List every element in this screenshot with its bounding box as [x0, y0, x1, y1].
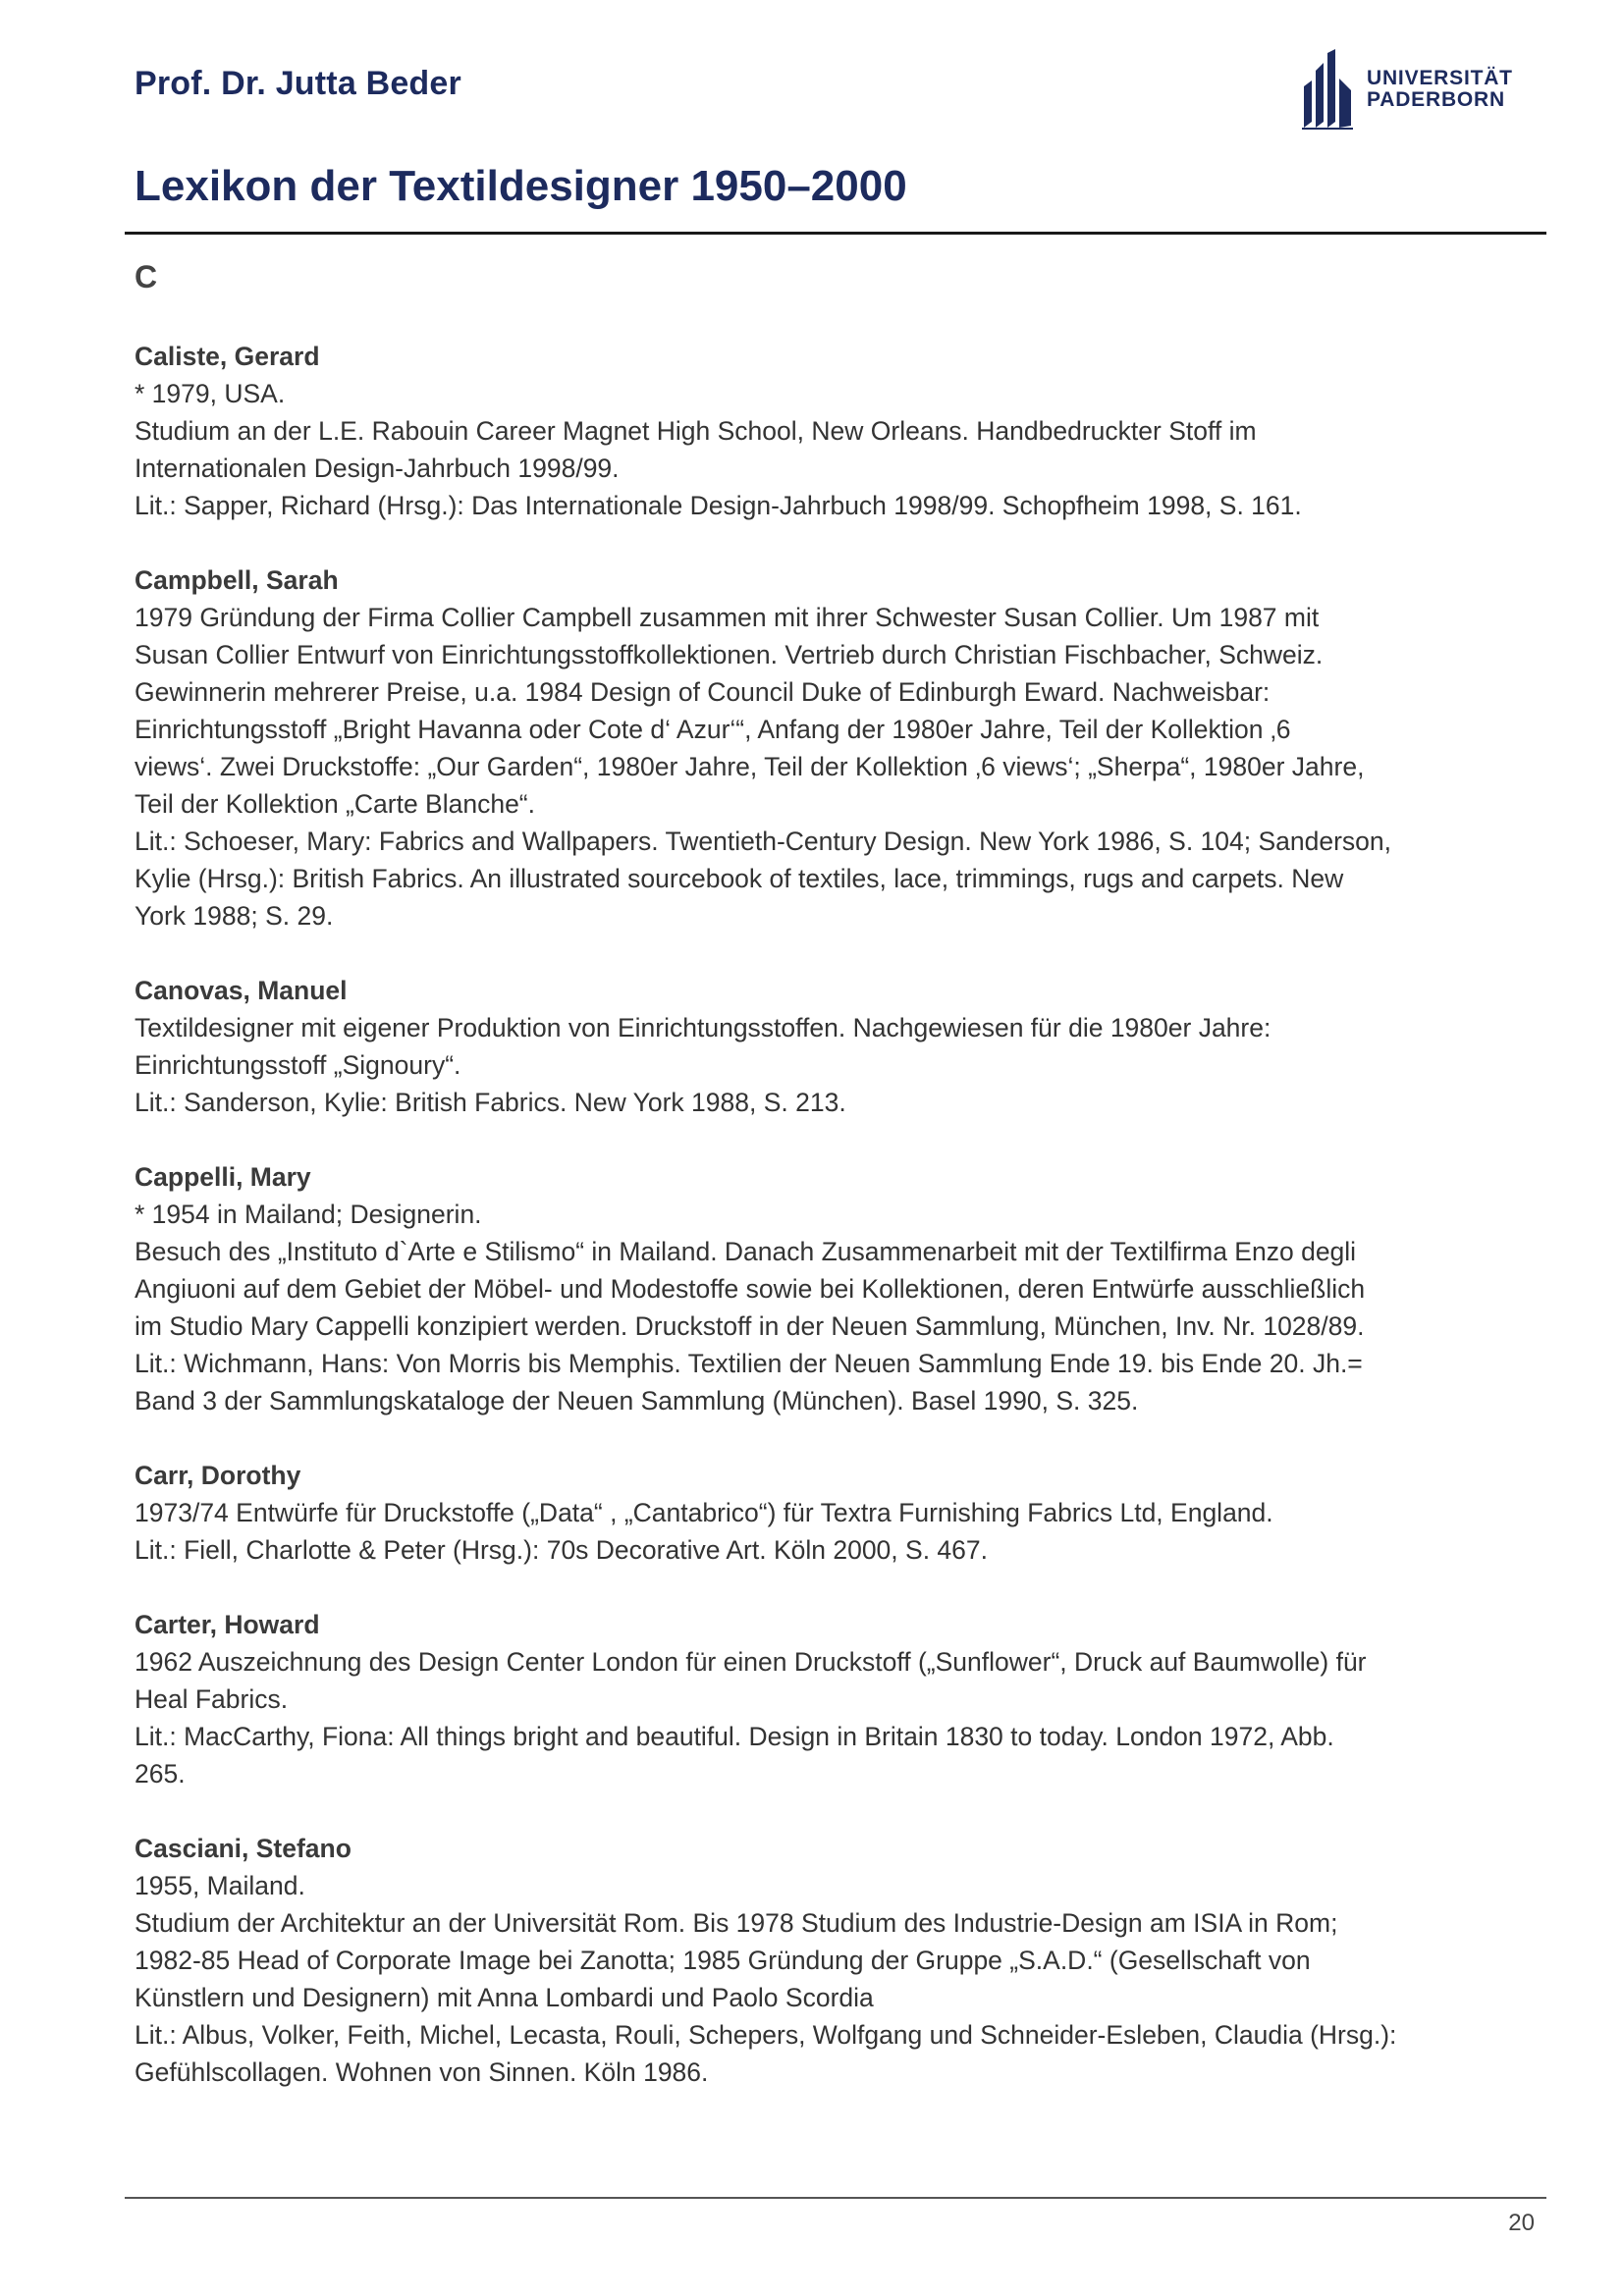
entry-text-line: Heal Fabrics. — [135, 1684, 289, 1714]
entry-text-line: Angiuoni auf dem Gebiet der Möbel- und Modestoffe sowie bei Kollektionen, deren Entwürfe ausschließlich — [135, 1274, 1366, 1304]
entry-text-line: Gefühlscollagen. Wohnen von Sinnen. Köln 1986. — [135, 2057, 709, 2087]
entry-text-line: Einrichtungsstoff „Signoury“. — [135, 1050, 461, 1080]
footer-divider — [125, 2197, 1546, 2199]
entry-text-line: 1973/74 Entwürfe für Druckstoffe („Data“ , „Cantabrico“) für Textra Furnishing Fabrics Ltd, England. — [135, 1498, 1273, 1527]
entry-text-line: 265. — [135, 1759, 186, 1789]
entry-text-line: Lit.: MacCarthy, Fiona: All things bright and beautiful. Design in Britain 1830 to today. London 1972, Abb. — [135, 1722, 1334, 1751]
entry-name: Casciani, Stefano — [135, 1834, 352, 1863]
entry-text-line: Einrichtungsstoff „Bright Havanna oder Cote d‘ Azur‘“, Anfang der 1980er Jahre, Teil der Kollektion ‚6 — [135, 715, 1291, 744]
entry-name: Caliste, Gerard — [135, 342, 320, 371]
title-divider — [125, 232, 1546, 235]
author-name: Prof. Dr. Jutta Beder — [135, 65, 461, 102]
entry-text-line: 1962 Auszeichnung des Design Center London für einen Druckstoff („Sunflower“, Druck auf Baumwolle) für — [135, 1647, 1367, 1677]
lexicon-entry — [135, 1158, 1529, 1419]
section-letter: C — [135, 259, 158, 294]
lexicon-entry — [135, 1830, 1529, 2091]
entry-text-line: Studium der Architektur an der Universität Rom. Bis 1978 Studium des Industrie-Design am ISIA in Rom; — [135, 1908, 1338, 1938]
entry-text-line: Lit.: Sanderson, Kylie: British Fabrics. New York 1988, S. 213. — [135, 1088, 846, 1117]
entry-name: Canovas, Manuel — [135, 976, 348, 1005]
entry-text-line: Textildesigner mit eigener Produktion von Einrichtungsstoffen. Nachgewiesen für die 1980er Jahre: — [135, 1013, 1271, 1042]
entry-text-line: views‘. Zwei Druckstoffe: „Our Garden“, 1980er Jahre, Teil der Kollektion ‚6 views‘; „Sherpa“, 1980er Jahre, — [135, 752, 1365, 781]
entry-name: Carr, Dorothy — [135, 1461, 301, 1490]
entry-text-line: Susan Collier Entwurf von Einrichtungsstoffkollektionen. Vertrieb durch Christian Fischbacher, Schweiz. — [135, 640, 1324, 669]
university-logo-mark-icon — [1298, 49, 1357, 130]
entry-name: Campbell, Sarah — [135, 565, 339, 595]
entry-text-line: 1979 Gründung der Firma Collier Campbell zusammen mit ihrer Schwester Susan Collier. Um 1987 mit — [135, 603, 1320, 632]
entry-text-line: York 1988; S. 29. — [135, 901, 334, 931]
entry-list — [135, 338, 1529, 2128]
entry-text-line: Lit.: Wichmann, Hans: Von Morris bis Memphis. Textilien der Neuen Sammlung Ende 19. bis Ende 20. Jh.= — [135, 1349, 1363, 1378]
entry-text-line: Lit.: Schoeser, Mary: Fabrics and Wallpapers. Twentieth-Century Design. New York 1986, S. 104; Sanderson, — [135, 827, 1392, 856]
entry-text-line: im Studio Mary Cappelli konzipiert werden. Druckstoff in der Neuen Sammlung, München, Inv. Nr. 1028/89. — [135, 1311, 1365, 1341]
lexicon-entry — [135, 561, 1529, 934]
page-number: 20 — [1508, 2210, 1535, 2236]
lexicon-entry — [135, 1606, 1529, 1792]
entry-text-line: 1955, Mailand. — [135, 1871, 305, 1900]
entry-text-line: Künstlern und Designern) mit Anna Lombardi und Paolo Scordia — [135, 1983, 874, 2012]
entry-text-line: Kylie (Hrsg.): British Fabrics. An illustrated sourcebook of textiles, lace, trimmings, rugs and carpets. New — [135, 864, 1344, 893]
entry-text-line: * 1979, USA. — [135, 379, 286, 408]
logo-line-2: PADERBORN — [1367, 88, 1505, 111]
entry-text-line: * 1954 in Mailand; Designerin. — [135, 1200, 482, 1229]
entry-text-line: Gewinnerin mehrerer Preise, u.a. 1984 Design of Council Duke of Edinburgh Eward. Nachweisbar: — [135, 677, 1271, 707]
entry-text-line: Band 3 der Sammlungskataloge der Neuen Sammlung (München). Basel 1990, S. 325. — [135, 1386, 1139, 1415]
entry-text-line: Besuch des „Instituto d`Arte e Stilismo“ in Mailand. Danach Zusammenarbeit mit der Textilfirma Enzo degli — [135, 1237, 1357, 1266]
document-title: Lexikon der Textildesigner 1950–2000 — [135, 162, 907, 210]
logo-line-1: UNIVERSITÄT — [1367, 67, 1513, 89]
entry-text-line: 1982-85 Head of Corporate Image bei Zanotta; 1985 Gründung der Gruppe „S.A.D.“ (Gesellschaft von — [135, 1946, 1311, 1975]
entry-text-line: Studium an der L.E. Rabouin Career Magnet High School, New Orleans. Handbedruckter Stoff im — [135, 416, 1257, 446]
entry-text-line: Teil der Kollektion „Carte Blanche“. — [135, 789, 535, 819]
entry-name: Carter, Howard — [135, 1610, 320, 1639]
entry-text-line: Lit.: Albus, Volker, Feith, Michel, Lecasta, Rouli, Schepers, Wolfgang und Schneider-Esleben, Claudia (Hrsg.): — [135, 2020, 1397, 2050]
entry-text-line: Internationalen Design-Jahrbuch 1998/99. — [135, 454, 620, 483]
university-logo — [1298, 49, 1513, 130]
lexicon-entry — [135, 338, 1529, 524]
entry-text-line: Lit.: Sapper, Richard (Hrsg.): Das Internationale Design-Jahrbuch 1998/99. Schopfheim 1998, S. 161. — [135, 491, 1302, 520]
lexicon-entry — [135, 1457, 1529, 1569]
university-logo-text — [1367, 68, 1513, 111]
lexicon-entry — [135, 972, 1529, 1121]
entry-text-line: Lit.: Fiell, Charlotte & Peter (Hrsg.): 70s Decorative Art. Köln 2000, S. 467. — [135, 1535, 989, 1565]
entry-name: Cappelli, Mary — [135, 1162, 311, 1192]
